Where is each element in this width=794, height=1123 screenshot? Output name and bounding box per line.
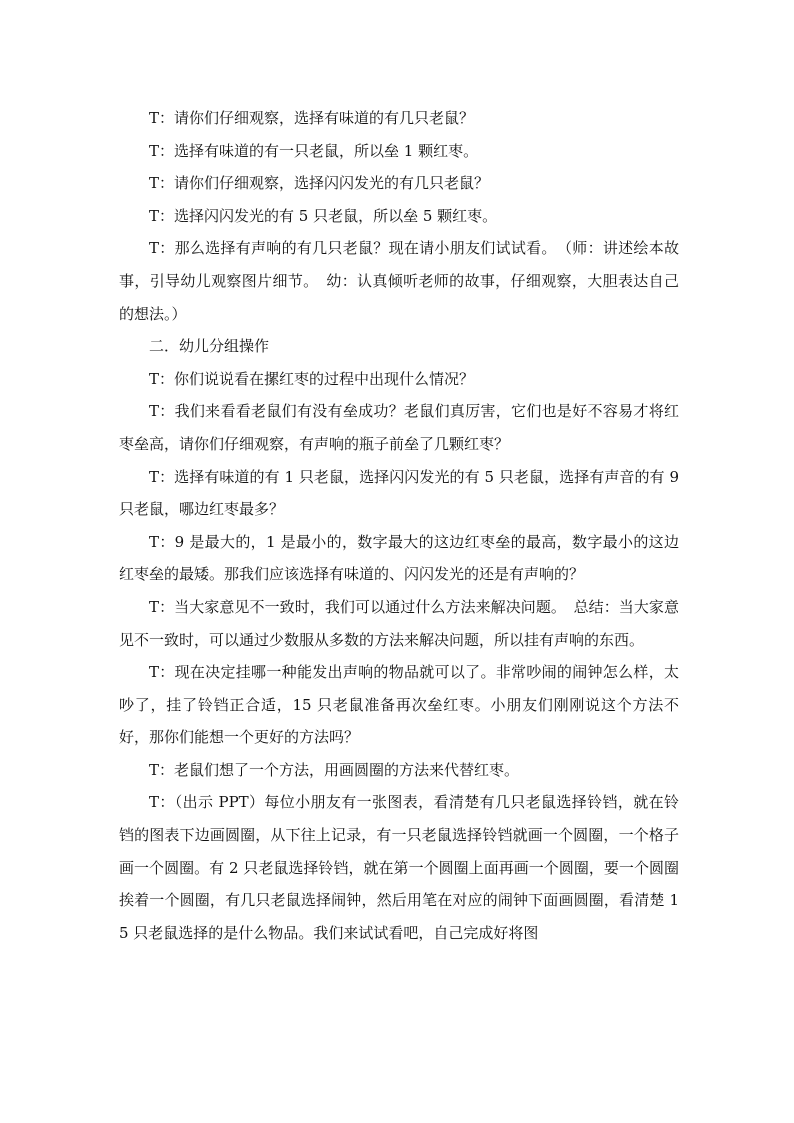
paragraph-observe-taste: T：请你们仔细观察，选择有味道的有几只老鼠？ (149, 109, 475, 127)
paragraph-circle-method: T：老鼠们想了一个方法，用画圆圈的方法来代替红枣。 (149, 760, 520, 779)
paragraph-biggest-smallest: T：9 是最大的，1 是最小的，数字最大的这边红枣垒的最高，数字最小的这边红枣垒的最矮。那我们应该选择有味道的、闪闪发光的还是有声响的？ (119, 532, 679, 584)
document-body (119, 102, 679, 949)
paragraph-which-most: T：选择有味道的有 1 只老鼠，选择闪闪发光的有 5 只老鼠，选择有声音的有 9 只老鼠，哪边红枣最多？ (119, 467, 679, 519)
paragraph-shiny-five-mice: T：选择闪闪发光的有 5 只老鼠，所以垒 5 颗红枣。 (149, 206, 498, 225)
paragraph-bell-choice: T：现在决定挂哪一种能发出声响的物品就可以了。非常吵闹的闹钟怎么样，太吵了，挂了铃铛正合适，15 只老鼠准备再次垒红枣。小朋友们刚刚说这个方法不好，那你们能想一个更好的方法吗？ (119, 663, 679, 747)
paragraph-taste-one-mouse: T：选择有味道的有一只老鼠，所以垒 1 颗红枣。 (149, 141, 479, 160)
section-heading-group-work: 二．幼儿分组操作 (149, 337, 270, 356)
paragraph-majority-rule: T：当大家意见不一致时，我们可以通过什么方法来解决问题。 总结：当大家意见不一致时，可以通过少数服从多数的方法来解决问题，所以挂有声响的东西。 (119, 597, 679, 649)
paragraph-sound-question: T：那么选择有声响的有几只老鼠？现在请小朋友们试试看。 （师：讲述绘本故事，引导幼儿观察图片细节。 幼：认真倾听老师的故事，仔细观察，大胆表达自己的想法。） (119, 239, 679, 323)
paragraph-observe-shiny: T：请你们仔细观察，选择闪闪发光的有几只老鼠？ (149, 174, 490, 193)
paragraph-chart-instructions: T：（出示 PPT）每位小朋友有一张图表，看清楚有几只老鼠选择铃铛，就在铃铛的图表下边画圆圈，从下往上记录，有一只老鼠选择铃铛就画一个圆圈，一个格子画一个圆圈。有 2 只老鼠选择铃铛，就在第一个圆圈上面再画一个圆圈，要一个圆圈挨着一个圆圈，有几只老鼠选择闹钟，然后用笔在对应的闹钟下面画圆圈，看清楚 15 只老鼠选择的是什么物品。我们来试试看吧，自己完成好将图 (119, 793, 679, 942)
paragraph-stacking-situation: T：你们说说看在摞红枣的过程中出现什么情况？ (149, 369, 475, 388)
paragraph-stacking-success: T：我们来看看老鼠们有没有垒成功？老鼠们真厉害，它们也是好不容易才将红枣垒高，请你们仔细观察，有声响的瓶子前垒了几颗红枣？ (119, 402, 679, 453)
